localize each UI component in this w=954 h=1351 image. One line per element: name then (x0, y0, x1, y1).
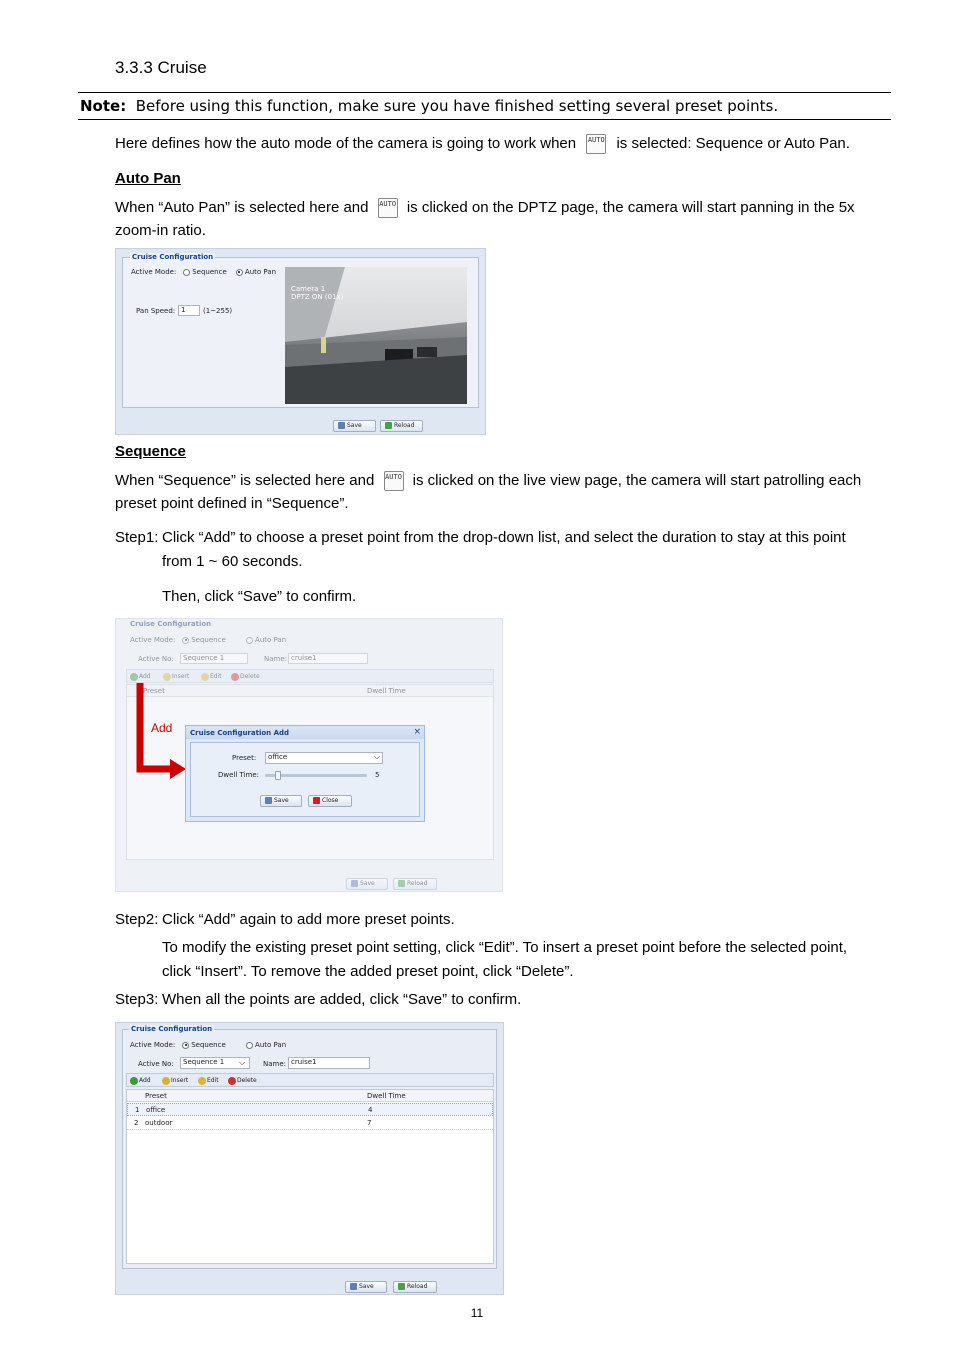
step2-line1: Click “Add” again to add more preset points. (162, 911, 455, 928)
radio-sequence[interactable] (183, 269, 190, 276)
step1-label: Step1: (115, 529, 159, 546)
dialog-title: Cruise Configuration Add (190, 729, 290, 737)
tb-delete-button[interactable] (228, 1075, 257, 1086)
radio-sequence-label: Sequence (191, 1041, 226, 1049)
active-no-label: Active No: (138, 655, 174, 663)
active-mode-label: Active Mode: (130, 1041, 176, 1049)
fieldset-legend: Cruise Configuration (131, 1025, 213, 1033)
col-preset: Preset (143, 687, 165, 695)
auto-pan-line1-before: When “Auto Pan” is selected here and (115, 199, 369, 216)
radio-auto-pan[interactable] (246, 637, 253, 644)
active-mode-row (130, 636, 286, 644)
step2-line2: To modify the existing preset point setting, click “Edit”. To insert a preset point before the selected point, (162, 939, 848, 956)
tb-insert-button[interactable] (162, 1075, 188, 1086)
dialog-close-label: Close (322, 797, 339, 804)
add-dialog (185, 725, 425, 822)
save-label: Save (347, 422, 362, 429)
reload-button[interactable] (393, 878, 437, 890)
save-label: Save (359, 1283, 374, 1290)
sequence-heading: Sequence (115, 443, 186, 460)
active-mode-label: Active Mode: (130, 636, 176, 644)
reload-icon (385, 422, 392, 429)
save-button[interactable] (333, 420, 376, 432)
camera-overlay-line2: DPTZ ON (01x) (291, 293, 344, 301)
screenshot-sequence-list (115, 1022, 504, 1295)
note (80, 96, 778, 116)
active-no-select[interactable]: Sequence 1 (180, 1057, 250, 1069)
radio-auto-pan-label: Auto Pan (244, 268, 277, 276)
tb-edit-label: Edit (207, 1077, 219, 1084)
active-mode-row (131, 268, 276, 276)
dwell-label: Dwell Time: (218, 771, 260, 779)
reload-button[interactable] (380, 420, 423, 432)
auto-pan-heading: Auto Pan (115, 170, 181, 187)
reload-icon (398, 880, 405, 887)
name-label: Name: (264, 655, 288, 663)
tb-edit-button[interactable] (198, 1075, 219, 1086)
delete-icon (231, 673, 239, 681)
dialog-titlebar (186, 726, 424, 739)
auto-pan-line2: zoom-in ratio. (115, 222, 206, 239)
save-button[interactable] (346, 878, 388, 890)
col-dwell: Dwell Time (367, 1092, 406, 1100)
reload-button[interactable] (393, 1281, 437, 1293)
tb-add-label: Add (139, 673, 151, 680)
step1-line2: from 1 ~ 60 seconds. (162, 553, 303, 570)
insert-icon (163, 673, 171, 681)
save-button[interactable] (345, 1281, 387, 1293)
active-mode-label: Active Mode: (131, 268, 177, 276)
tb-add-button[interactable] (130, 1075, 151, 1086)
edit-icon (201, 673, 209, 681)
pan-speed-label: Pan Speed: (136, 307, 176, 315)
row-number: 2 (134, 1119, 139, 1127)
preset-label: Preset: (232, 754, 257, 762)
floppy-icon (338, 422, 345, 429)
sequence-line1-after: is clicked on the live view page, the camera will start patrolling each (412, 472, 862, 489)
step2-line3: click “Insert”. To remove the added preset point, click “Delete”. (162, 963, 574, 980)
note-text: Before using this function, make sure you have finished setting several preset points. (135, 97, 779, 115)
insert-icon (162, 1077, 170, 1085)
radio-auto-pan-label: Auto Pan (255, 1041, 287, 1049)
radio-sequence[interactable] (182, 637, 189, 644)
tb-insert-label: Insert (171, 1077, 189, 1084)
chevron-down-icon: ⌵ (239, 1058, 246, 1067)
auto-icon: AUTO (378, 198, 398, 218)
chevron-down-icon: ⌵ (374, 752, 381, 761)
active-mode-row (130, 1041, 286, 1049)
row-preset: office (146, 1106, 166, 1114)
add-icon (130, 1077, 138, 1085)
note-bottom-rule (78, 119, 891, 120)
dialog-close-icon[interactable]: × (413, 727, 421, 737)
dwell-value: 5 (375, 771, 380, 779)
tb-edit-label: Edit (210, 673, 222, 680)
auto-icon: AUTO (586, 134, 606, 154)
dialog-save-button[interactable] (260, 795, 302, 807)
reload-icon (398, 1283, 405, 1290)
floppy-icon (265, 797, 272, 804)
radio-sequence-label: Sequence (192, 268, 227, 276)
step3-line1: When all the points are added, click “Save” to confirm. (162, 991, 522, 1008)
auto-icon: AUTO (384, 471, 404, 491)
active-no-label: Active No: (138, 1060, 174, 1068)
save-label: Save (360, 880, 375, 887)
reload-label: Reload (407, 880, 428, 887)
section-title: 3.3.3 Cruise (115, 58, 207, 77)
screenshot-sequence-add (115, 618, 503, 892)
dwell-slider[interactable] (265, 774, 367, 777)
sequence-line2: preset point defined in “Sequence”. (115, 495, 349, 512)
dialog-save-label: Save (274, 797, 289, 804)
radio-auto-pan[interactable] (236, 269, 243, 276)
radio-auto-pan-label: Auto Pan (255, 636, 287, 644)
edit-icon (198, 1077, 206, 1085)
reload-label: Reload (394, 422, 415, 429)
col-dwell: Dwell Time (367, 687, 406, 695)
preset-select[interactable]: office (265, 752, 383, 764)
active-no-select[interactable]: Sequence 1 (180, 653, 248, 664)
tb-edit-button[interactable] (201, 671, 222, 682)
screenshot-auto-pan (115, 248, 486, 435)
step2-label: Step2: (115, 911, 159, 928)
name-input[interactable]: cruise1 (288, 1057, 370, 1069)
close-icon (313, 797, 320, 804)
camera-overlay-line1: Camera 1 (291, 285, 326, 293)
sequence-line1-before: When “Sequence” is selected here and (115, 472, 375, 489)
radio-auto-pan[interactable] (246, 1042, 253, 1049)
row-number: 1 (135, 1106, 140, 1114)
page-number: 11 (470, 1306, 484, 1320)
step3-label: Step3: (115, 991, 159, 1008)
fieldset-legend: Cruise Configuration (132, 253, 214, 261)
tb-insert-label: Insert (172, 673, 190, 680)
step1-line3: Then, click “Save” to confirm. (162, 588, 357, 605)
floppy-icon (351, 880, 358, 887)
intro-after: is selected: Sequence or Auto Pan. (616, 135, 850, 152)
floppy-icon (350, 1283, 357, 1290)
row-dwell: 4 (368, 1106, 373, 1114)
delete-icon (228, 1077, 236, 1085)
dwell-slider-thumb[interactable] (275, 771, 281, 780)
add-icon (130, 673, 138, 681)
note-label: Note: (80, 97, 127, 115)
cruise-config-fieldset (122, 253, 479, 408)
col-preset: Preset (145, 1092, 167, 1100)
auto-pan-line1 (115, 196, 855, 220)
cruise-config-fieldset (122, 1025, 497, 1269)
intro-before: Here defines how the auto mode of the camera is going to work when (115, 135, 577, 152)
table-row[interactable] (127, 1103, 493, 1116)
camera-preview (285, 267, 467, 404)
row-dwell: 7 (367, 1119, 372, 1127)
pan-speed-input[interactable]: 1 (178, 305, 200, 316)
radio-sequence[interactable] (182, 1042, 189, 1049)
name-input[interactable]: cruise1 (288, 653, 368, 664)
grid-header (127, 1090, 493, 1102)
dialog-body (190, 742, 420, 817)
radio-sequence-label: Sequence (191, 636, 226, 644)
pan-speed-range: (1~255) (203, 307, 233, 315)
intro-line (115, 132, 850, 156)
table-row[interactable] (127, 1117, 493, 1130)
tb-delete-label: Delete (240, 673, 260, 680)
fieldset-legend: Cruise Configuration (130, 620, 212, 628)
reload-label: Reload (407, 1283, 428, 1290)
dialog-close-button[interactable] (308, 795, 352, 807)
step1-line1: Click “Add” to choose a preset point from the drop-down list, and select the duration to stay at this point (162, 529, 846, 546)
note-top-rule (78, 92, 891, 93)
callout-label: Add (151, 721, 173, 735)
camera-overlay (291, 285, 343, 301)
auto-pan-line1-after: is clicked on the DPTZ page, the camera will start panning in the 5x (406, 199, 855, 216)
name-label: Name: (263, 1060, 287, 1068)
grid-toolbar (126, 1073, 494, 1087)
tb-add-label: Add (139, 1077, 151, 1084)
tb-delete-label: Delete (237, 1077, 257, 1084)
sequence-line1 (115, 469, 861, 493)
preset-grid (126, 1089, 494, 1264)
tb-delete-button[interactable] (231, 671, 260, 682)
row-preset: outdoor (145, 1119, 173, 1127)
